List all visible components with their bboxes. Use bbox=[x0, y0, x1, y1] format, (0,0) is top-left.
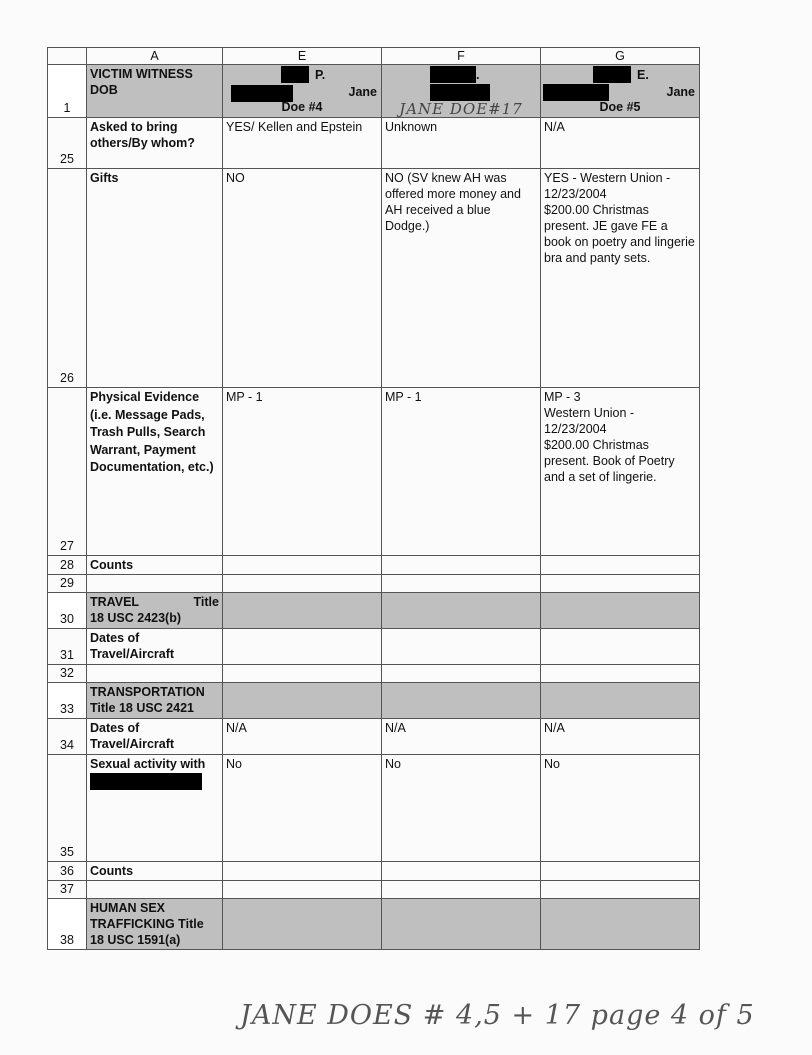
cell-e: NO bbox=[223, 169, 382, 388]
victim-first-name: Jane bbox=[666, 85, 695, 99]
row-label: Counts bbox=[87, 556, 223, 575]
row-label: TRANSPORTATION Title 18 USC 2421 bbox=[87, 683, 223, 719]
cell-g bbox=[541, 575, 700, 593]
row-number: 32 bbox=[48, 665, 87, 683]
corner-cell bbox=[48, 48, 87, 65]
row-label: Physical Evidence (i.e. Message Pads, Trash Pulls, Search Warrant, Payment Documentation, etc.) bbox=[87, 388, 223, 556]
row-number: 27 bbox=[48, 388, 87, 556]
cell-g-1 bbox=[541, 65, 700, 118]
cell-f bbox=[382, 556, 541, 575]
label-sexual-activity: Sexual activity with bbox=[90, 757, 206, 771]
row-number: 33 bbox=[48, 683, 87, 719]
victim-first-name: Jane bbox=[348, 85, 377, 99]
victim-witness-table bbox=[47, 47, 700, 950]
row-label bbox=[87, 881, 223, 899]
label-dob: DOB bbox=[90, 83, 118, 97]
redaction-bar bbox=[281, 66, 309, 83]
cell-e: N/A bbox=[223, 719, 382, 755]
cell-g bbox=[541, 665, 700, 683]
table-row-35 bbox=[48, 755, 700, 862]
cell-e bbox=[223, 575, 382, 593]
table-row-36 bbox=[48, 862, 700, 881]
label-statute: 18 USC 2423(b) bbox=[90, 611, 182, 625]
row-label bbox=[87, 593, 223, 629]
column-header-f: F bbox=[382, 48, 541, 65]
row-number: 30 bbox=[48, 593, 87, 629]
cell-f bbox=[382, 683, 541, 719]
row-number: 34 bbox=[48, 719, 87, 755]
cell-f bbox=[382, 665, 541, 683]
row-number: 35 bbox=[48, 755, 87, 862]
cell-e: No bbox=[223, 755, 382, 862]
cell-e bbox=[223, 899, 382, 950]
cell-e bbox=[223, 593, 382, 629]
redaction-bar bbox=[593, 66, 631, 83]
column-header-g: G bbox=[541, 48, 700, 65]
cell-e: MP - 1 bbox=[223, 388, 382, 556]
table-row-32 bbox=[48, 665, 700, 683]
row-label: HUMAN SEX TRAFFICKING Title 18 USC 1591(a) bbox=[87, 899, 223, 950]
row-number: 37 bbox=[48, 881, 87, 899]
row-number: 31 bbox=[48, 629, 87, 665]
cell-g bbox=[541, 683, 700, 719]
row-label: Counts bbox=[87, 862, 223, 881]
row-number: 29 bbox=[48, 575, 87, 593]
row-number: 28 bbox=[48, 556, 87, 575]
handwritten-page-note: JANE DOES # 4,5 + 17 page 4 of 5 bbox=[240, 1000, 755, 1031]
cell-f bbox=[382, 629, 541, 665]
column-header-row bbox=[48, 48, 700, 65]
label-victim-witness: VICTIM WITNESS bbox=[90, 67, 193, 81]
label-title: Title bbox=[193, 595, 219, 609]
table-row-25 bbox=[48, 118, 700, 169]
row-label bbox=[87, 65, 223, 118]
row-number: 26 bbox=[48, 169, 87, 388]
cell-f: MP - 1 bbox=[382, 388, 541, 556]
column-header-e: E bbox=[223, 48, 382, 65]
row-label: Dates of Travel/Aircraft bbox=[87, 629, 223, 665]
cell-e bbox=[223, 556, 382, 575]
table-row-38 bbox=[48, 899, 700, 950]
row-number: 38 bbox=[48, 899, 87, 950]
cell-e bbox=[223, 629, 382, 665]
row-label: Dates of Travel/Aircraft bbox=[87, 719, 223, 755]
cell-f: No bbox=[382, 755, 541, 862]
table-row-27 bbox=[48, 388, 700, 556]
redaction-bar bbox=[90, 773, 202, 790]
jane-doe-label: Doe #4 bbox=[281, 100, 323, 114]
column-header-a: A bbox=[87, 48, 223, 65]
cell-e bbox=[223, 665, 382, 683]
table-row-26 bbox=[48, 169, 700, 388]
cell-f bbox=[382, 899, 541, 950]
cell-g bbox=[541, 899, 700, 950]
row-label: Gifts bbox=[87, 169, 223, 388]
table-row-33 bbox=[48, 683, 700, 719]
cell-f bbox=[382, 593, 541, 629]
row-label bbox=[87, 665, 223, 683]
row-number: 1 bbox=[48, 65, 87, 118]
cell-g: N/A bbox=[541, 719, 700, 755]
table-row-34 bbox=[48, 719, 700, 755]
cell-f bbox=[382, 881, 541, 899]
cell-g: N/A bbox=[541, 118, 700, 169]
cell-g: MP - 3 Western Union - 12/23/2004 $200.00 Christmas present. Book of Poetry and a set of lingerie. bbox=[541, 388, 700, 556]
cell-g bbox=[541, 556, 700, 575]
table-row-29 bbox=[48, 575, 700, 593]
table-row-28 bbox=[48, 556, 700, 575]
victim-initial: E. bbox=[637, 68, 649, 82]
jane-doe-label: Doe #5 bbox=[599, 100, 641, 114]
cell-g bbox=[541, 881, 700, 899]
cell-f-1 bbox=[382, 65, 541, 118]
cell-g: YES - Western Union - 12/23/2004 $200.00 Christmas present. JE gave FE a book on poetry and lingerie bra and panty sets. bbox=[541, 169, 700, 388]
row-label bbox=[87, 755, 223, 862]
cell-f: N/A bbox=[382, 719, 541, 755]
redaction-bar bbox=[430, 66, 476, 83]
cell-e bbox=[223, 862, 382, 881]
cell-g: No bbox=[541, 755, 700, 862]
table-row-37 bbox=[48, 881, 700, 899]
cell-e-1 bbox=[223, 65, 382, 118]
cell-g bbox=[541, 629, 700, 665]
label-travel: TRAVEL bbox=[90, 595, 140, 609]
redaction-bar bbox=[430, 84, 490, 101]
table-row-1 bbox=[48, 65, 700, 118]
cell-g bbox=[541, 862, 700, 881]
row-number: 36 bbox=[48, 862, 87, 881]
row-label bbox=[87, 575, 223, 593]
cell-f: Unknown bbox=[382, 118, 541, 169]
cell-e: YES/ Kellen and Epstein bbox=[223, 118, 382, 169]
spreadsheet bbox=[47, 47, 699, 950]
cell-g bbox=[541, 593, 700, 629]
row-number: 25 bbox=[48, 118, 87, 169]
table-row-31 bbox=[48, 629, 700, 665]
cell-e bbox=[223, 683, 382, 719]
cell-e bbox=[223, 881, 382, 899]
cell-f bbox=[382, 862, 541, 881]
row-label: Asked to bring others/By whom? bbox=[87, 118, 223, 169]
cell-f bbox=[382, 575, 541, 593]
victim-initial: . bbox=[476, 68, 480, 82]
table-row-30 bbox=[48, 593, 700, 629]
cell-f: NO (SV knew AH was offered more money and AH received a blue Dodge.) bbox=[382, 169, 541, 388]
victim-initial: P. bbox=[315, 68, 326, 82]
handwritten-jane-doe-17: JANE DOE#17 bbox=[399, 100, 523, 118]
